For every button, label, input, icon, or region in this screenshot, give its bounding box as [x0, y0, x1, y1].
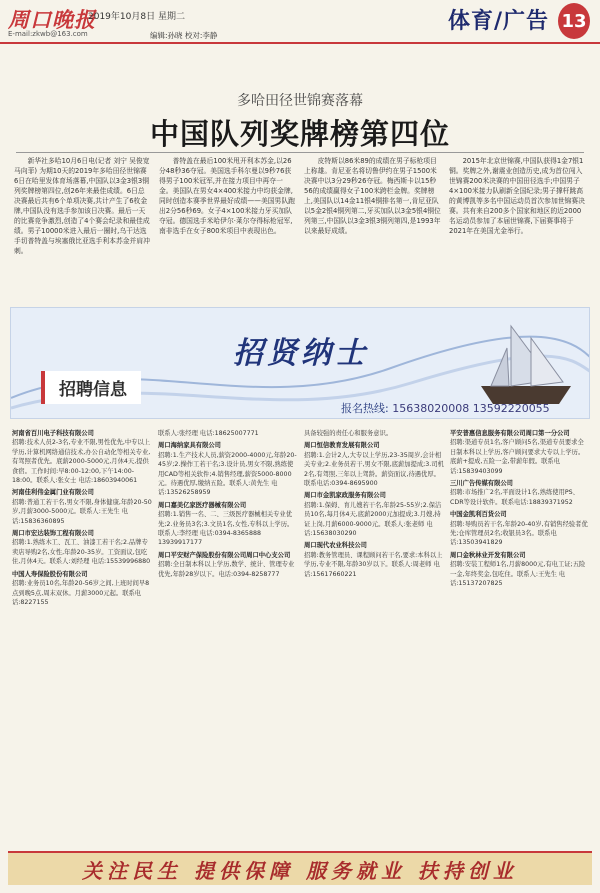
hotline-numbers: 15638020008 13592220055 — [392, 402, 550, 415]
ad-company: 平安普惠信息服务有限公司周口第一分公司 — [450, 430, 570, 437]
ad-company: 周口嘉美亿家医疗器械有限公司 — [158, 501, 247, 509]
ad-company: 河南佳利伟金属门业有限公司 — [12, 489, 94, 497]
ad-text: 招聘:教务管理员、课程顾问若干名,要求:本科以上学历,专业不限,年龄30岁以下。联系人:周老师 电话:15617660221 — [304, 551, 443, 578]
contact-email: E-mail:zkwb@163.com — [8, 30, 88, 38]
article-column: 2015年北京世锦赛,中国队获得1金7银1铜。奖牌之外,谢震业创造历史,成为首位闯入世锦赛200米决赛的中国田径选手;中国男子4×100米接力队刷新全国纪录;男子撑杆跳高的黄博凯等多名中国运动员首次参加世锦赛决赛。共有来自200多个国家和地区的近2000名运动员参加了本届世锦赛,下届赛事将于2021年在美国尤金举行。 — [449, 157, 585, 235]
ad-company: 周口恒信教育发展有限公司 — [304, 442, 380, 450]
article-column: 新华社多哈10月6日电(记者 刘宁 吴俊宽 马向菲) 为期10天的2019年多哈田径世锦赛6日在哈里发体育场落幕,中国队以3金3银3铜列奖牌榜第四位,创26年来最佳成绩。6日总决赛最后共有6个单项决赛,共计产生了6枚金牌,中国队没有选手参加该日决赛。最后一天的比赛竞争激烈,创造了4个赛会纪录和最佳成绩。男子10000米进入最后一圈时,乌干达选手切普特盖与埃塞俄比亚选手利本苏金并肩冲刺。 — [14, 157, 150, 255]
article-body — [14, 156, 586, 296]
sailing-ship-icon — [481, 326, 571, 404]
ads-column — [304, 426, 444, 846]
recruitment-banner — [10, 307, 590, 419]
ad-company: 周口金秋林业开发有限公司 — [450, 551, 526, 559]
ad-text: 招聘:1.销售一名、二、三级医疗器械相关专业优先;2.业务员3名;3.文员1名,女性,专科以上学历。联系人:李经理 电话:0394-8365888 13939917177 — [158, 511, 294, 547]
hotline-label: 报名热线: — [341, 402, 389, 415]
ad-company: 周口市宏达装饰工程有限公司 — [12, 530, 94, 538]
ad-company: 中国人寿保险股份有限公司 — [12, 570, 88, 578]
ad-company: 周口市金凯家政服务有限公司 — [304, 492, 386, 500]
ad-company: 周口平安财产保险股份有限公司周口中心支公司 — [158, 551, 291, 559]
ads-column — [450, 426, 590, 846]
page-number-badge: 13 — [558, 3, 590, 39]
newspaper-logo: 周口晚报 — [8, 7, 96, 32]
ad-text: 招聘:1.保姆、育儿嫂若干名,年龄25-55岁;2.保洁员10名,每月休4天,底薪2000元加提成;3.月嫂,持证上岗,月薪6000-9000元。联系人:张老师 电话:15638030290 — [304, 501, 442, 538]
ad-text: 招聘:1.熟练木工、瓦工、油漆工若干名;2.品牌专卖店导购2名,女性,年龄20-35岁。工资面议,包吃住,月休4天。联系人:刘经理 电话:15539996880 — [12, 539, 151, 566]
footer-slogan: 关注民生 提供保障 服务就业 扶持创业 — [82, 858, 518, 883]
article-column: 皮特斯以86米89的成绩在男子标枪项目上称雄。肯尼亚名将切鲁伊约在男子1500米决赛中以3分29秒26夺冠。梅西斯卡以15秒56的成绩赢得女子100米跨栏金牌。奖牌榜上,美国队以14金11银4铜排名第一,肯尼亚队以5金2银4铜列第二,牙买加队以3金5银4铜位列第三,中国队以3金3银3铜列第四,是1993年以来最好成绩。 — [304, 157, 441, 235]
ads-column — [12, 426, 152, 846]
article-column: 普特盖在最后100米甩开利本苏金,以26分48秒36夺冠。美国选手科尔曼以9秒76获得男子100米冠军,并在接力项目中再夺一金。美国队在男女4×400米接力中均获金牌,同时创造本赛季世界最好成绩——美国男队跑出2分56秒69。女子4×100米接力牙买加队夺冠。德国选手米哈伊尔·莱尔夺得标枪冠军,南非选手在女子800米项目中表现出色。 — [159, 157, 295, 235]
ad-company: 三川广告传媒有限公司 — [450, 480, 513, 488]
ad-text: 联系人:张经理 电话:18625007771 — [158, 430, 259, 437]
ad-text: 具备较强的责任心和服务意识。 — [304, 430, 393, 437]
masthead — [0, 0, 600, 44]
editor-line: 编辑:孙晓 校对:李静 — [150, 31, 218, 40]
ad-company: 周口现代农业科技公司 — [304, 542, 367, 550]
ad-text: 招聘:1.生产技术人员,薪资2000-4000元,年龄20-45岁;2.操作工若干名;3.设计员,男女不限,熟练使用CAD等相关软件;4.销售经理,薪资5000-8000元。待遇优厚,缴纳五险。联系人:黄先生 电话:13526258959 — [158, 451, 297, 497]
banner-title: 招贤纳士 — [233, 336, 369, 371]
ad-company: 周口海纳家具有限公司 — [158, 442, 221, 450]
ad-text: 招聘:安装工程师1名,月薪8000元,有电工证;五险一金,年终奖金,包吃住。联系人:王先生 电话:15137207825 — [450, 561, 586, 588]
ad-company: 河南省百川电子科技有限公司 — [12, 430, 94, 437]
ad-company: 中国金凯利百货公司 — [450, 511, 507, 519]
ad-text: 招聘:1.会计2人,大专以上学历,23-35周岁,会计相关专业;2.业务员若干,男女不限,底薪加提成;3.司机2名,有驾照,三年以上驾龄。薪资面议,待遇优厚。联系电话:0394-8695900 — [304, 451, 444, 488]
ad-text: 招聘:技术人员2-3名,专业不限,男性优先,中专以上学历,计算机网络通信技术,办公自动化等相关专业,有驾照者优先。底薪2000-5000元,月休4天,提供食宿。工作时间:早8:00-12:00,下午14:00-18:00。联系人:张女士 电话:18603940061 — [12, 439, 151, 485]
ads-column — [158, 426, 298, 846]
issue-date: 2019年10月8日 星期二 — [88, 12, 185, 22]
headline-kicker: 多哈田径世锦赛落幕 — [237, 93, 363, 109]
headline-title: 中国队列奖牌榜第四位 — [149, 117, 450, 151]
headline-divider — [16, 152, 584, 153]
section-title: 体育/广告 — [448, 8, 550, 34]
ad-text: 招聘:普通工若干名,男女不限,身体健康,年龄20-50岁,月薪3000-5000元。联系人:王先生 电话:15836360895 — [12, 498, 152, 525]
classified-ads — [12, 426, 590, 846]
ad-text: 招聘:全日制本科以上学历,数学、统计、管理专业优先,年龄28岁以下。电话:0394-8258777 — [158, 561, 295, 578]
ad-text: 招聘:渠道专员1名,客户顾问5名,渠道专员要求全日制本科以上学历,客户顾问要求大专以上学历。底薪+提成,五险一金,带薪年假。联系电话:15839403099 — [450, 439, 585, 475]
footer-slogan-bar — [8, 851, 592, 885]
banner-subtitle: 招聘信息 — [41, 371, 141, 404]
ad-text: 招聘:导购员若干名,年龄20-40岁,有销售经验者优先;仓库管理员2名;收银员3名。联系电话:13503941829 — [450, 520, 588, 547]
ad-text: 招聘:业务员10名,年龄20-56岁之间,上班时间早8点到晚5点,周末双休。月薪3000元起。联系电话:8227155 — [12, 580, 150, 606]
hotline — [341, 400, 550, 416]
ad-text: 招聘:市场推广2名,平面设计1名,熟练使用PS、CDR等设计软件。联系电话:18839371952 — [450, 489, 579, 506]
